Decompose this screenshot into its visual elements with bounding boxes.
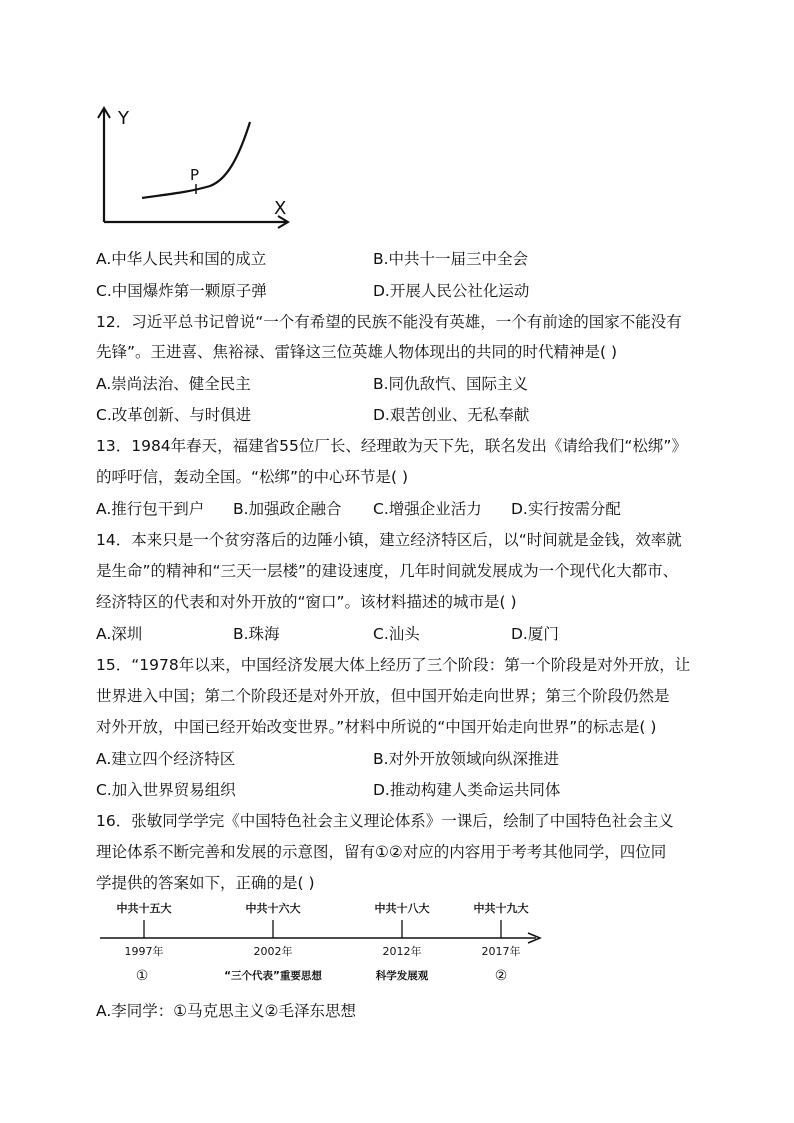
- q14-stem-line3: 经济特区的代表和对外开放的“窗口”。该材料描述的城市是( ): [96, 593, 517, 611]
- timeline-congress-1: 中共十五大: [116, 902, 172, 915]
- q13-stem-line2: 的呼吁信，轰动全国。“松绑”的中心环节是( ): [96, 468, 409, 486]
- timeline-year-1: 1997年: [124, 945, 164, 958]
- q15-option-a[interactable]: A.建立四个经济特区: [96, 750, 236, 768]
- q14-option-d[interactable]: D.厦门: [511, 625, 559, 643]
- q15-stem-line1: 15．“1978年以来，中国经济发展大体上经历了三个阶段：第一个阶段是对外开放，让: [96, 656, 691, 674]
- q12-option-b[interactable]: B.同仇敌忾、国际主义: [373, 375, 529, 393]
- q12-stem-line2: 先锋”。王进喜、焦裕禄、雷锋这三位英雄人物体现出的共同的时代精神是( ): [96, 343, 618, 361]
- q14-stem-line2: 是生命”的精神和“三天一层楼”的建设速度，几年时间就发展成为一个现代化大都市、: [96, 562, 679, 580]
- q16-timeline: [96, 898, 556, 990]
- q11-option-d[interactable]: D.开展人民公社化运动: [373, 282, 530, 300]
- q14-stem-line1: 14．本来只是一个贫穷落后的边陲小镇，建立经济特区后，以“时间就是金钱，效率就: [96, 531, 682, 549]
- q14-option-a[interactable]: A.深圳: [96, 625, 143, 643]
- timeline-year-2: 2002年: [253, 945, 293, 958]
- q16-stem-line3: 学提供的答案如下，正确的是( ): [96, 874, 315, 892]
- q16-option-a[interactable]: A.李同学：①马克思主义②毛泽东思想: [96, 1002, 357, 1020]
- q12-stem-line1: 12．习近平总书记曾说“一个有希望的民族不能没有英雄，一个有前途的国家不能没有: [96, 313, 682, 331]
- q16-stem-line2: 理论体系不断完善和发展的示意图，留有①②对应的内容用于考考其他同学，四位同: [96, 843, 667, 861]
- q11-graph: [90, 100, 300, 230]
- q13-option-a[interactable]: A.推行包干到户: [96, 500, 205, 518]
- q11-option-a[interactable]: A.中华人民共和国的成立: [96, 250, 267, 268]
- timeline-year-4: 2017年: [481, 945, 521, 958]
- q16-stem-line1: 16．张敏同学学完《中国特色社会主义理论体系》一课后，绘制了中国特色社会主义: [96, 812, 674, 830]
- q11-option-c[interactable]: C.中国爆炸第一颗原子弹: [96, 282, 267, 300]
- timeline-content-2: “三个代表”重要思想: [224, 970, 322, 982]
- q12-option-d[interactable]: D.艰苦创业、无私奉献: [373, 406, 530, 424]
- q14-option-b[interactable]: B.珠海: [233, 625, 280, 643]
- q15-option-b[interactable]: B.对外开放领域向纵深推进: [373, 750, 560, 768]
- graph-point-label: P: [190, 166, 200, 184]
- q13-option-b[interactable]: B.加强政企融合: [233, 500, 342, 518]
- graph-x-label: X: [274, 198, 287, 219]
- q13-option-d[interactable]: D.实行按需分配: [511, 500, 621, 518]
- graph-y-label: Y: [118, 108, 129, 129]
- timeline-content-4: ②: [494, 968, 508, 984]
- q12-option-c[interactable]: C.改革创新、与时俱进: [96, 406, 252, 424]
- q13-stem-line1: 13．1984年春天，福建省55位厂长、经理敢为天下先，联名发出《请给我们“松绑”》: [96, 437, 687, 455]
- q15-stem-line3: 对外开放，中国已经开始改变世界。”材料中所说的“中国开始走向世界”的标志是( ): [96, 718, 657, 736]
- timeline-content-3: 科学发展观: [375, 970, 429, 982]
- timeline-congress-4: 中共十九大: [473, 902, 529, 915]
- q15-option-c[interactable]: C.加入世界贸易组织: [96, 781, 236, 799]
- timeline-congress-3: 中共十八大: [374, 902, 430, 915]
- q11-option-b[interactable]: B.中共十一届三中全会: [373, 250, 529, 268]
- timeline-year-3: 2012年: [382, 945, 422, 958]
- q12-option-a[interactable]: A.崇尚法治、健全民主: [96, 375, 251, 393]
- q14-option-c[interactable]: C.汕头: [373, 625, 420, 643]
- timeline-content-1: ①: [135, 968, 149, 984]
- q15-stem-line2: 世界进入中国；第二个阶段还是对外开放，但中国开始走向世界；第三个阶段仍然是: [96, 687, 670, 705]
- timeline-congress-2: 中共十六大: [245, 902, 301, 915]
- q15-option-d[interactable]: D.推动构建人类命运共同体: [373, 781, 561, 799]
- q13-option-c[interactable]: C.增强企业活力: [373, 500, 482, 518]
